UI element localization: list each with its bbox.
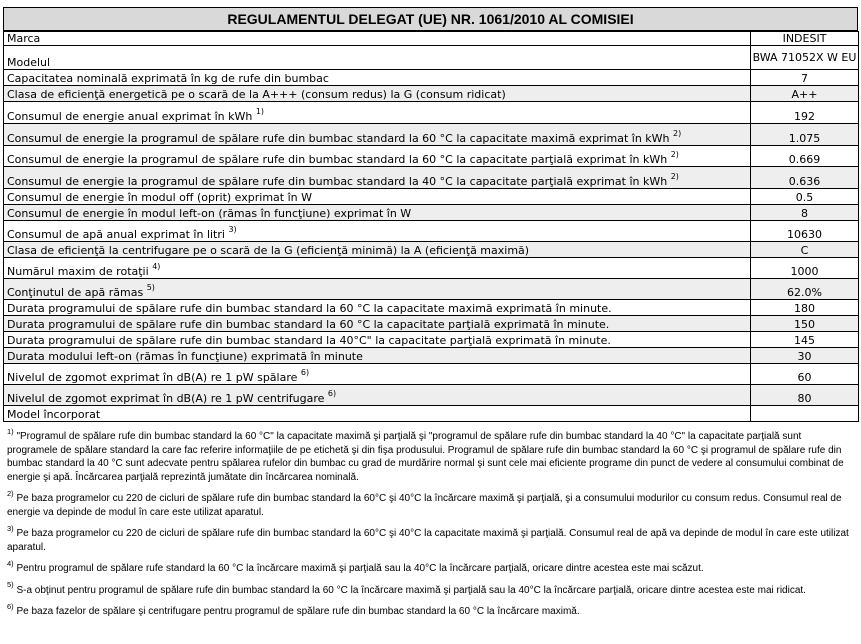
spec-value: 1.075 [751, 124, 859, 146]
spec-row [4, 86, 859, 102]
spec-value: 7 [751, 70, 859, 86]
spec-row [4, 46, 859, 70]
spec-row [4, 205, 859, 221]
footnote [7, 558, 852, 576]
spec-label-text: Consumul de energie în modul left-on (rămas în funcţiune) exprimat în W [7, 207, 412, 220]
spec-label [4, 146, 751, 167]
footnote-text: Pe baza fazelor de spălare şi centrifugare pentru programul de spălare rufe din bumbac standard la 60 °C la încărcare maximă. [13, 606, 580, 617]
spec-row [4, 167, 859, 189]
footnote-number: 6) [7, 601, 14, 611]
spec-label-text: Nivelul de zgomot exprimat în dB(A) re 1 pW spălare [7, 371, 298, 384]
spec-row [4, 300, 859, 316]
spec-label-text: Durata programului de spălare rufe din bumbac standard la 40°C" la capacitate parţială exprimată în minute. [7, 334, 611, 347]
footnote [7, 580, 852, 598]
spec-label-text: Consumul de energie la programul de spălare rufe din bumbac standard la 40 °C la capacitate parţială exprimat în kWh [7, 175, 668, 188]
footnote-ref: 2) [673, 129, 682, 139]
spec-value: 30 [751, 348, 859, 364]
footnote-number: 1) [7, 426, 14, 436]
spec-row [4, 32, 859, 46]
spec-label [4, 332, 751, 348]
spec-label [4, 189, 751, 205]
footnote-ref: 4) [152, 262, 161, 272]
spec-label [4, 385, 751, 406]
spec-value: 62.0% [751, 279, 859, 300]
spec-row [4, 242, 859, 258]
footnote [7, 523, 852, 554]
footnote [7, 488, 852, 519]
spec-value: 10630 [751, 221, 859, 242]
spec-value: 8 [751, 205, 859, 221]
spec-label [4, 316, 751, 332]
footnote-text: Pentru programul de spălare rufe standard la 60 °C la încărcare maximă şi parţială sau la 40°C la încărcare parţială, oricare dintre acestea este mai scăzut. [13, 563, 704, 574]
spec-label [4, 70, 751, 86]
spec-label-text: Clasa de eficienţă energetică pe o scară de la A+++ (consum redus) la G (consum ridicat) [7, 88, 506, 101]
spec-value: 145 [751, 332, 859, 348]
spec-label-text: Durata programului de spălare rufe din bumbac standard la 60 °C la capacitate parţială exprimată în minute. [7, 318, 610, 331]
spec-row [4, 348, 859, 364]
spec-label-text: Consumul de apă anual exprimat în litri [7, 228, 225, 241]
footnote-text: "Programul de spălare rufe din bumbac standard la 60 °C" la capacitate maximă şi parţială şi "programul de spălare rufe din bumbac standard la 40 °C" la capacitate parţială sunt programele de spălare standard la care fac referire informaţiile de pe etichetă şi din fişa produsului. Programul de spălare rufe din bumbac standard la 60 °C şi programul de spălare rufe din bumbac standard la 40 °C sunt adecvate pentru spălarea rufelor din bumbac cu grad de murdărire normal şi sunt cele mai eficiente programe din punct de vedere al consumului combinat de energie şi apă. Încărcarea parţială reprezintă jumătate din încărcarea nominală. [7, 431, 844, 483]
spec-value: 0.5 [751, 189, 859, 205]
spec-value: INDESIT [751, 32, 859, 46]
spec-label [4, 124, 751, 146]
spec-label-text: Consumul de energie în modul off (oprit) exprimat în W [7, 191, 312, 204]
spec-label [4, 300, 751, 316]
spec-value: 150 [751, 316, 859, 332]
spec-row [4, 124, 859, 146]
spec-row [4, 102, 859, 124]
spec-label [4, 205, 751, 221]
footnote-text: Pe baza programelor cu 220 de cicluri de spălare rufe din bumbac standard la 60°C şi 40°C la încărcare maximă şi parţială, şi a consumului modurilor cu consum redus. Consumul real de energie va depinde de modul în care este utilizat aparatul. [7, 493, 842, 518]
spec-value: C [751, 242, 859, 258]
spec-row [4, 189, 859, 205]
spec-label-text: Capacitatea nominală exprimată în kg de rufe din bumbac [7, 72, 329, 85]
spec-label [4, 221, 751, 242]
spec-label-text: Consumul de energie la programul de spălare rufe din bumbac standard la 60 °C la capacitate maximă exprimat în kWh [7, 132, 670, 145]
footnote-ref: 6) [327, 389, 337, 399]
spec-label [4, 406, 751, 422]
spec-label [4, 364, 751, 385]
footnote-number: 3) [7, 523, 14, 533]
spec-label-text: Clasa de eficienţă la centrifugare pe o scară de la G (eficienţă minimă) la A (eficienţă maximă) [7, 244, 530, 257]
footnotes [3, 426, 858, 619]
spec-row [4, 70, 859, 86]
spec-row [4, 146, 859, 167]
sheet-title: REGULAMENTUL DELEGAT (UE) NR. 1061/2010 AL COMISIEI [3, 7, 858, 31]
spec-row [4, 279, 859, 300]
spec-row [4, 258, 859, 279]
spec-value: 180 [751, 300, 859, 316]
spec-label-text: Marca [7, 32, 41, 45]
spec-label [4, 258, 751, 279]
spec-label-text: Conţinutul de apă rămas [7, 286, 144, 299]
spec-label-text: Modelul [7, 56, 51, 69]
footnote-text: Pe baza programelor cu 220 de cicluri de spălare rufe din bumbac standard la 60°C şi 40°C la capacitate maximă şi parţială. Consumul real de apă va depinde de modul în care este utilizat aparatul. [7, 528, 849, 553]
spec-label [4, 279, 751, 300]
spec-label-text: Model încorporat [7, 408, 101, 421]
spec-label-text: Consumul de energie la programul de spălare rufe din bumbac standard la 60 °C la capacitate parţială exprimat în kWh [7, 153, 668, 166]
footnote-text: S-a obţinut pentru programul de spălare rufe din bumbac standard la 60 °C la încărcare maximă şi parţială sau la 40°C la încărcare parţială, oricare dintre acestea este mai ridicat. [13, 584, 806, 596]
spec-label-text: Durata programului de spălare rufe din bumbac standard la 60 °C la capacitate maximă exprimată în minute. [7, 302, 612, 315]
footnote-ref: 2) [670, 150, 679, 160]
spec-row [4, 332, 859, 348]
spec-value: 60 [751, 364, 859, 385]
spec-row [4, 221, 859, 242]
footnote-number: 4) [7, 558, 14, 568]
footnote [7, 601, 852, 619]
spec-value: A++ [751, 86, 859, 102]
footnote-ref: 3) [228, 225, 237, 235]
footnote-ref: 6) [300, 368, 310, 378]
footnote-number: 5) [7, 580, 14, 590]
spec-label [4, 32, 751, 46]
footnote-ref: 1) [255, 107, 265, 117]
spec-row [4, 406, 859, 422]
spec-label [4, 102, 751, 124]
footnote [7, 426, 852, 484]
spec-label-text: Durata modului left-on (rămas în funcţiune) exprimată în minute [7, 350, 363, 363]
footnote-ref: 5) [146, 283, 155, 293]
spec-label [4, 86, 751, 102]
spec-label [4, 46, 751, 70]
regulation-sheet [3, 7, 858, 627]
footnote-number: 2) [7, 488, 14, 498]
spec-value [751, 406, 859, 422]
spec-label [4, 242, 751, 258]
spec-value: 80 [751, 385, 859, 406]
spec-label-text: Numărul maxim de rotaţii [7, 265, 149, 278]
spec-value: BWA 71052X W EU [751, 46, 859, 70]
spec-value: 0.636 [751, 167, 859, 189]
spec-value: 192 [751, 102, 859, 124]
spec-label-text: Nivelul de zgomot exprimat în dB(A) re 1 pW centrifugare [7, 392, 325, 405]
spec-label [4, 348, 751, 364]
spec-label [4, 167, 751, 189]
spec-value: 0.669 [751, 146, 859, 167]
spec-row [4, 364, 859, 385]
spec-row [4, 316, 859, 332]
spec-label-text: Consumul de energie anual exprimat în kWh [7, 110, 253, 123]
footnote-ref: 2) [670, 172, 679, 182]
spec-table [3, 31, 859, 422]
spec-row [4, 385, 859, 406]
spec-value: 1000 [751, 258, 859, 279]
